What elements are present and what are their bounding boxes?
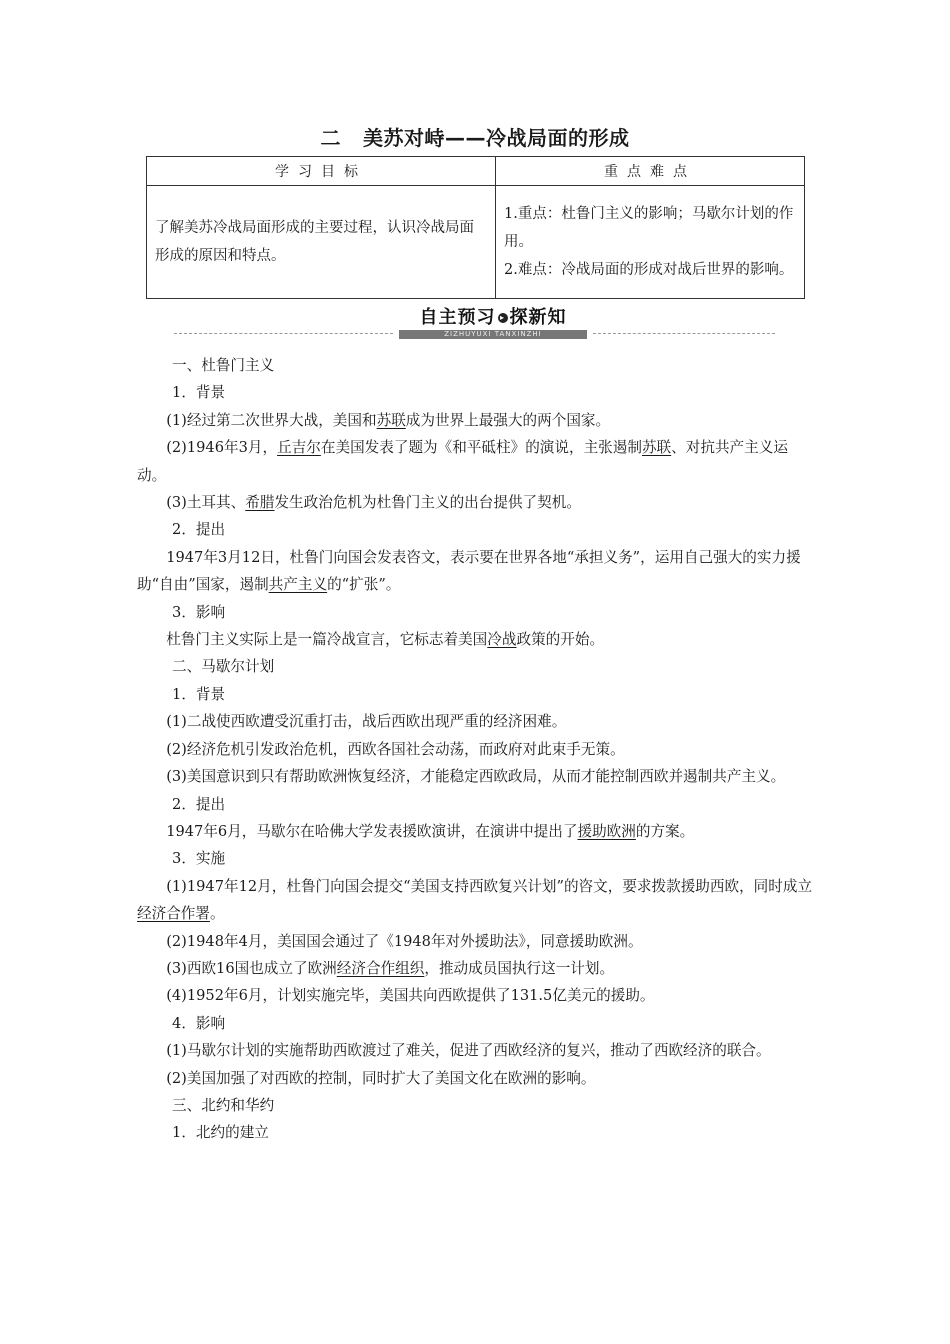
paragraph: (2)1946年3月，丘吉尔在美国发表了题为《和平砥柱》的演说，主张遏制苏联、对抗共产主义运动。 [137, 439, 788, 484]
subsection-heading: 3．影响 [172, 603, 226, 621]
paragraph: (3)土耳其、希腊发生政治危机为杜鲁门主义的出台提供了契机。 [166, 494, 581, 512]
paragraph: (3)西欧16国也成立了欧洲经济合作组织，推动成员国执行这一计划。 [166, 959, 615, 977]
subsection-heading: 4．影响 [172, 1014, 226, 1032]
lesson-title-text: 美苏对峙——冷战局面的形成 [363, 126, 630, 150]
divider-right [593, 333, 775, 334]
key-points-cell [496, 186, 805, 299]
key-points-header: 重点难点 [496, 157, 805, 186]
key-term: 援助欧洲 [577, 822, 636, 840]
subsection-heading: 2．提出 [172, 795, 226, 813]
section-heading: 三、北约和华约 [172, 1096, 275, 1114]
section-heading: 二、马歇尔计划 [172, 658, 275, 676]
paragraph: 1947年6月，马歇尔在哈佛大学发表援欧演讲，在演讲中提出了援助欧洲的方案。 [166, 822, 695, 840]
goals-cell: 了解美苏冷战局面形成的主要过程，认识冷战局面形成的原因和特点。 [147, 186, 496, 299]
key-term: 丘吉尔 [277, 439, 321, 457]
key-term: 冷战 [487, 631, 517, 649]
section-banner [0, 306, 950, 342]
key-term: 希腊 [245, 494, 275, 512]
divider-left [174, 333, 393, 334]
key-term: 经济合作组织 [336, 959, 425, 977]
subsection-heading: 3．实施 [172, 850, 226, 868]
paragraph: (2)经济危机引发政治危机，西欧各国社会动荡，而政府对此束手无策。 [166, 740, 625, 758]
main-content [137, 352, 817, 1147]
banner-subtitle: ZIZHUYUXI TANXINZHI [399, 330, 587, 339]
key-term: 苏联 [641, 439, 672, 457]
lesson-number: 二 [320, 126, 341, 150]
arrow-icon: ▸ [498, 313, 508, 323]
paragraph: (1)马歇尔计划的实施帮助西欧渡过了难关，促进了西欧经济的复兴，推动了西欧经济的联合。 [166, 1042, 771, 1060]
section-heading: 一、杜鲁门主义 [172, 357, 275, 374]
goals-table [146, 156, 805, 299]
paragraph: (2)美国加强了对西欧的控制，同时扩大了美国文化在欧洲的影响。 [166, 1069, 596, 1087]
key-term: 苏联 [376, 411, 406, 429]
key-term: 经济合作署 [137, 905, 210, 923]
lesson-title [0, 122, 950, 151]
difficult-point: 2.难点：冷战局面的形成对战后世界的影响。 [504, 262, 794, 278]
paragraph: 杜鲁门主义实际上是一篇冷战宣言，它标志着美国冷战政策的开始。 [166, 631, 605, 649]
subsection-heading: 2．提出 [172, 521, 226, 539]
key-point: 1.重点：杜鲁门主义的影响；马歇尔计划的作用。 [504, 206, 794, 250]
paragraph: (1)1947年12月，杜鲁门向国会提交“美国支持西欧复兴计划”的咨文，要求拨款援助西欧，同时成立经济合作署。 [137, 877, 813, 923]
subsection-heading: 1．北约的建立 [172, 1124, 269, 1142]
paragraph: 1947年3月12日，杜鲁门向国会发表咨文，表示要在世界各地“承担义务”，运用自己强大的实力援助“自由”国家，遏制共产主义的“扩张”。 [137, 548, 801, 594]
goals-header: 学习目标 [147, 157, 496, 186]
paragraph: (1)经过第二次世界大战，美国和苏联成为世界上最强大的两个国家。 [166, 411, 611, 429]
paragraph: (1)二战使西欧遭受沉重打击，战后西欧出现严重的经济困难。 [166, 713, 567, 731]
subsection-heading: 1．背景 [172, 384, 226, 402]
paragraph: (2)1948年4月，美国国会通过了《1948年对外援助法》，同意援助欧洲。 [166, 932, 643, 950]
banner-label: 自主预习 ▸ 探新知 [419, 307, 567, 328]
subsection-heading: 1．背景 [172, 685, 226, 703]
paragraph: (3)美国意识到只有帮助欧洲恢复经济，才能稳定西欧政局，从而才能控制西欧并遏制共产主义。 [166, 768, 786, 786]
key-term: 共产主义 [268, 576, 328, 594]
paragraph: (4)1952年6月，计划实施完毕，美国共向西欧提供了131.5亿美元的援助。 [166, 987, 655, 1005]
